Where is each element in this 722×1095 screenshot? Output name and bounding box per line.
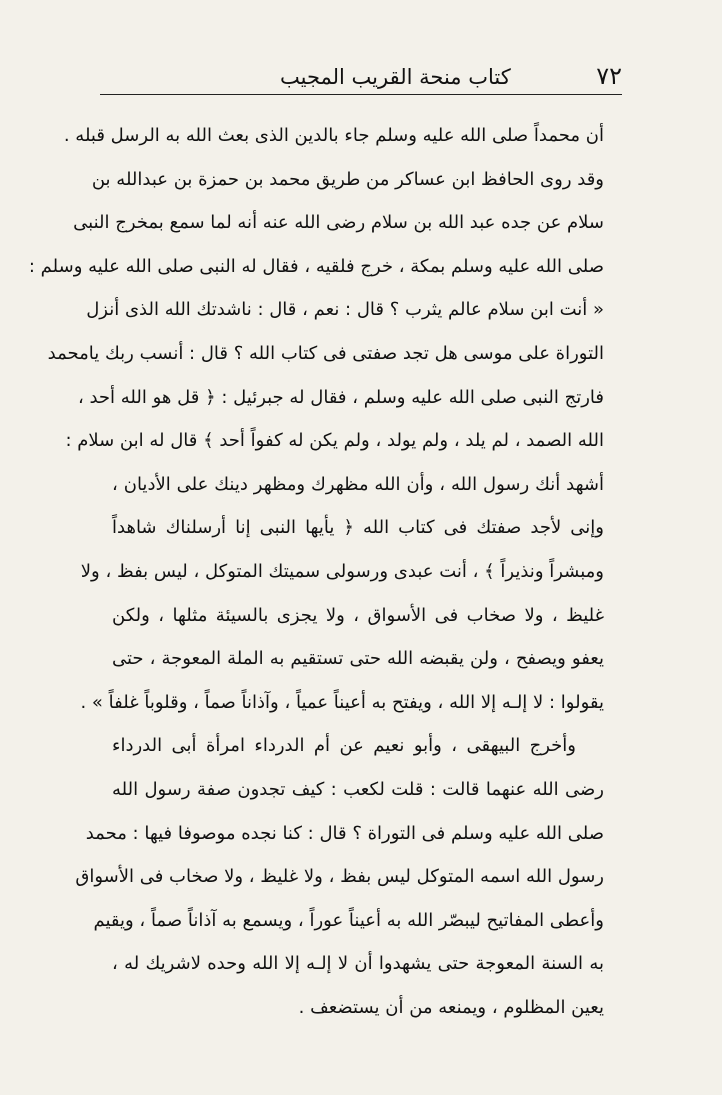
text-line: يعين المظلوم ، ويمنعه من أن يستضعف . (298, 996, 604, 1018)
page-number: ٧٢ (596, 62, 622, 90)
text-line: ومبشراً ونذيراً ﴾ ، أنت عبدى ورسولى سميتك المتوكل ، ليس بفظ ، ولا (80, 560, 604, 582)
text-line: وإنى لأجد صفتك فى كتاب الله ﴿ يأيها النبى إنا أرسلناك شاهداً (112, 517, 604, 539)
running-title: كتاب منحة القريب المجيب (280, 65, 511, 89)
text-line: التوراة على موسى هل تجد صفتى فى كتاب الله ؟ قال : أنسب ربك يامحمد (47, 342, 604, 364)
text-line: الله الصمد ، لم يلد ، ولم يولد ، ولم يكن له كفواً أحد ﴾ قال له ابن سلام : (65, 430, 604, 452)
text-line: غليظ ، ولا صخاب فى الأسواق ، ولا يجزى بالسيئة مثلها ، ولكن (112, 604, 604, 626)
text-line: به السنة المعوجة حتى يشهدوا أن لا إلـه إلا الله وحده لاشريك له ، (112, 953, 604, 975)
text-line: أن محمداً صلى الله عليه وسلم جاء بالدين الذى بعث الله به الرسل قبله . (63, 125, 604, 146)
text-line: رضى الله عنهما قالت : قلت لكعب : كيف تجدون صفة رسول الله (112, 778, 604, 800)
text-line: صلى الله عليه وسلم فى التوراة ؟ قال : كنا نجده موصوفا فيها : محمد (85, 822, 604, 844)
text-line: رسول الله اسمه المتوكل ليس بفظ ، ولا غليظ ، ولا صخاب فى الأسواق (75, 866, 604, 888)
body-text (28, 114, 604, 1029)
text-line: وقد روى الحافظ ابن عساكر من طريق محمد بن حمزة بن عبدالله بن (91, 168, 604, 190)
text-line: سلام عن جده عبد الله بن سلام رضى الله عنه أنه لما سمع بمخرج النبى (73, 212, 604, 234)
page-header (100, 50, 622, 94)
paragraph-start-line: وأخرج البيهقى ، وأبو نعيم عن أم الدرداء امرأة أبى الدرداء (112, 735, 576, 757)
text-line: وأعطى المفاتيح ليبصّر الله به أعيناً عوراً ، ويسمع به آذاناً صماً ، ويقيم (93, 909, 604, 931)
text-line: صلى الله عليه وسلم بمكة ، خرج فلقيه ، فقال له النبى صلى الله عليه وسلم : (28, 255, 604, 277)
text-line: فارتج النبى صلى الله عليه وسلم ، فقال له جبرئيل : ﴿ قل هو الله أحد ، (77, 386, 604, 408)
text-line: يعفو ويصفح ، ولن يقبضه الله حتى تستقيم به الملة المعوجة ، حتى (112, 648, 604, 670)
header-rule (100, 94, 622, 95)
text-line: « أنت ابن سلام عالم يثرب ؟ قال : نعم ، قال : ناشدتك الله الذى أنزل (86, 299, 604, 321)
text-line: أشهد أنك رسول الله ، وأن الله مظهرك ومظهر دينك على الأديان ، (112, 473, 604, 495)
text-line: يقولوا : لا إلـه إلا الله ، ويفتح به أعيناً عمياً ، وآذاناً صماً ، وقلوباً غلفاً » . (80, 691, 604, 713)
